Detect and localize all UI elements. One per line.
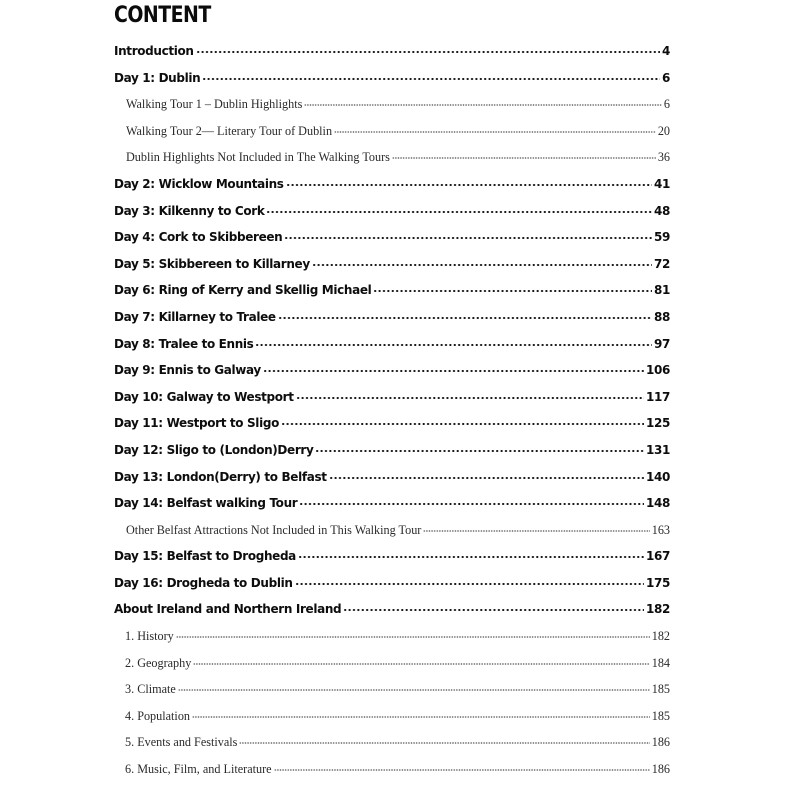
toc-entry-title: Day 16: Drogheda to Dublin: [114, 575, 293, 590]
dot-leader: [278, 317, 652, 319]
dot-leader: [202, 78, 660, 80]
toc-entry-page-number: 185: [651, 708, 670, 723]
dot-leader: [334, 131, 656, 133]
toc-entry-title: Other Belfast Attractions Not Included in This Walking Tour: [126, 522, 422, 537]
toc-entry-page-number: 117: [646, 389, 670, 404]
toc-entry-title: 4. Population: [125, 708, 191, 723]
toc-entry-page-number: 175: [646, 575, 670, 590]
toc-entry-title: Introduction: [114, 44, 194, 58]
toc-entry-page-number: 131: [646, 442, 670, 457]
dot-leader: [281, 423, 644, 425]
toc-entry-chapter: [114, 277, 670, 304]
toc-entry-title: Day 3: Kilkenny to Cork: [114, 203, 265, 218]
toc-entry-page-number: 148: [646, 496, 670, 511]
toc-entry-page-number: 106: [646, 363, 670, 378]
toc-entry-page-number: 182: [646, 602, 670, 617]
toc-entry-chapter: [114, 570, 670, 597]
toc-entry-chapter: [114, 65, 670, 92]
toc-entry-page-number: 6: [662, 70, 670, 85]
toc-entry-section: [114, 676, 670, 703]
toc-entry-section: [114, 91, 670, 118]
toc-entry-page-number: 186: [651, 735, 670, 750]
toc-entry-title: Day 14: Belfast walking Tour: [114, 496, 298, 511]
toc-entry-page-number: 163: [651, 522, 670, 537]
dot-leader: [178, 689, 650, 691]
toc-entry-page-number: 6: [663, 97, 670, 112]
dot-leader: [296, 397, 644, 399]
toc-entry-chapter: [114, 410, 670, 437]
toc-entry-page-number: 184: [651, 655, 670, 670]
toc-entry-page-number: 48: [654, 203, 670, 218]
toc-entry-chapter: [114, 38, 670, 65]
toc-entry-chapter: [114, 357, 670, 384]
dot-leader: [255, 344, 652, 346]
dot-leader: [239, 742, 649, 744]
toc-entry-title: Walking Tour 1 – Dublin Highlights: [126, 97, 303, 112]
toc-entry-section: [114, 729, 670, 756]
toc-entry-section: [114, 623, 670, 650]
toc-entry-title: 5. Events and Festivals: [125, 735, 238, 750]
toc-entry-section: [114, 118, 670, 145]
toc-entry-title: 3. Climate: [125, 682, 176, 697]
toc-entry-page-number: 185: [651, 682, 670, 697]
toc-entry-page-number: 72: [654, 256, 670, 271]
toc-entry-title: 1. History: [125, 629, 174, 644]
toc-entry-title: Day 11: Westport to Sligo: [114, 416, 279, 431]
toc-entry-page-number: 182: [651, 629, 670, 644]
toc-entry-title: Dublin Highlights Not Included in The Walking Tours: [126, 150, 390, 165]
toc-entry-page-number: 125: [646, 416, 670, 431]
dot-leader: [274, 769, 650, 771]
toc-entry-page-number: 88: [654, 309, 670, 324]
toc-entry-title: Day 12: Sligo to (London)Derry: [114, 442, 314, 457]
toc-entry-title: Day 7: Killarney to Tralee: [114, 309, 276, 324]
toc-entry-page-number: 4: [662, 44, 670, 58]
dot-leader: [196, 51, 660, 53]
toc-entry-chapter: [114, 304, 670, 331]
document-page: [114, 0, 670, 800]
dot-leader: [315, 450, 644, 452]
toc-entry-title: Day 5: Skibbereen to Killarney: [114, 256, 310, 271]
contents-heading: CONTENT: [114, 3, 211, 28]
toc-entry-title: Day 8: Tralee to Ennis: [114, 336, 254, 351]
toc-entry-title: 6. Music, Film, and Literature: [125, 762, 272, 777]
toc-entry-chapter: [114, 490, 670, 517]
dot-leader: [392, 157, 656, 159]
table-of-contents: [114, 38, 670, 783]
toc-entry-section: [114, 703, 670, 730]
toc-entry-chapter: [114, 331, 670, 358]
toc-entry-page-number: 41: [654, 176, 670, 191]
toc-entry-title: Day 9: Ennis to Galway: [114, 363, 261, 378]
toc-entry-chapter: [114, 198, 670, 225]
dot-leader: [329, 477, 644, 479]
dot-leader: [304, 104, 662, 106]
dot-leader: [284, 237, 652, 239]
toc-entry-chapter: [114, 251, 670, 278]
toc-entry-section: [114, 650, 670, 677]
toc-entry-page-number: 140: [646, 469, 670, 484]
dot-leader: [192, 716, 650, 718]
toc-entry-chapter: [114, 464, 670, 491]
toc-entry-chapter: [114, 384, 670, 411]
toc-entry-title: Day 6: Ring of Kerry and Skellig Michael: [114, 283, 372, 298]
toc-entry-chapter: [114, 596, 670, 623]
toc-entry-title: Day 2: Wicklow Mountains: [114, 176, 284, 191]
dot-leader: [299, 503, 644, 505]
toc-entry-title: Walking Tour 2— Literary Tour of Dublin: [126, 123, 333, 138]
toc-entry-chapter: [114, 171, 670, 198]
toc-entry-chapter: [114, 543, 670, 570]
dot-leader: [298, 556, 644, 558]
toc-entry-section: [114, 756, 670, 783]
dot-leader: [263, 370, 644, 372]
toc-entry-section: [114, 144, 670, 171]
toc-entry-title: Day 10: Galway to Westport: [114, 389, 294, 404]
toc-entry-chapter: [114, 224, 670, 251]
toc-entry-page-number: 167: [646, 549, 670, 564]
toc-entry-page-number: 36: [657, 150, 670, 165]
toc-entry-page-number: 97: [654, 336, 670, 351]
dot-leader: [176, 636, 650, 638]
toc-entry-title: About Ireland and Northern Ireland: [114, 602, 342, 617]
dot-leader: [312, 264, 652, 266]
toc-entry-title: 2. Geography: [125, 655, 192, 670]
toc-entry-page-number: 186: [651, 762, 670, 777]
dot-leader: [373, 290, 652, 292]
dot-leader: [343, 609, 644, 611]
dot-leader: [266, 211, 652, 213]
toc-entry-chapter: [114, 437, 670, 464]
toc-entry-title: Day 15: Belfast to Drogheda: [114, 549, 296, 564]
dot-leader: [423, 530, 649, 532]
toc-entry-section: [114, 517, 670, 544]
dot-leader: [295, 583, 644, 585]
dot-leader: [286, 184, 652, 186]
toc-entry-page-number: 20: [657, 123, 670, 138]
toc-entry-title: Day 13: London(Derry) to Belfast: [114, 469, 327, 484]
toc-entry-title: Day 1: Dublin: [114, 70, 201, 85]
toc-entry-page-number: 81: [654, 283, 670, 298]
dot-leader: [193, 663, 649, 665]
toc-entry-title: Day 4: Cork to Skibbereen: [114, 230, 283, 245]
toc-entry-page-number: 59: [654, 230, 670, 245]
